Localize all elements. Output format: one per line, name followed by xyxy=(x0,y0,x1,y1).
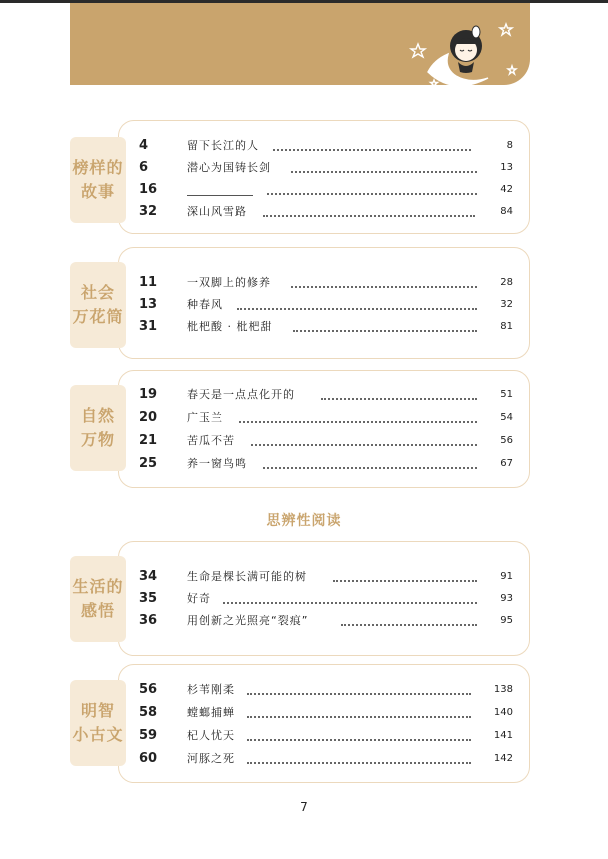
entry-title: 一双脚上的修养 xyxy=(187,276,271,289)
entry-title: 春天是一点点化开的 xyxy=(187,388,295,401)
dot-leader xyxy=(291,286,477,288)
toc-entry[interactable] xyxy=(119,726,529,746)
entry-number: 25 xyxy=(139,456,158,471)
section-label: 生活的 感悟 xyxy=(70,556,126,642)
entry-page: 54 xyxy=(500,412,513,423)
toc-entry[interactable] xyxy=(119,295,529,315)
entry-number: 60 xyxy=(139,751,158,766)
toc-entry[interactable] xyxy=(119,273,529,293)
entry-title: 好奇 xyxy=(187,592,211,605)
entry-number: 59 xyxy=(139,728,158,743)
section-label: 社会 万花筒 xyxy=(70,262,126,348)
toc-entry[interactable] xyxy=(119,567,529,587)
entry-page: 51 xyxy=(500,389,513,400)
page-number: 7 xyxy=(300,800,308,814)
entry-title: 留下长江的人 xyxy=(187,139,259,152)
toc-entry[interactable] xyxy=(119,385,529,405)
entry-page: 56 xyxy=(500,435,513,446)
toc-section-life xyxy=(118,541,530,656)
entry-title: 潜心为国铸长剑 xyxy=(187,161,271,174)
toc-entry[interactable] xyxy=(119,408,529,428)
toc-section-nature xyxy=(118,370,530,488)
entry-number: 36 xyxy=(139,613,158,628)
entry-number: 11 xyxy=(139,275,158,290)
entry-number: 31 xyxy=(139,319,158,334)
dot-leader xyxy=(223,602,477,604)
entry-number: 56 xyxy=(139,682,158,697)
dot-leader xyxy=(237,308,477,310)
mascot-illustration xyxy=(408,10,523,90)
entry-number: 16 xyxy=(139,182,158,197)
toc-entry[interactable] xyxy=(119,202,529,222)
dot-leader xyxy=(263,215,475,217)
toc-entry[interactable] xyxy=(119,703,529,723)
toc-entry[interactable] xyxy=(119,136,529,156)
entry-number: 19 xyxy=(139,387,158,402)
entry-number: 13 xyxy=(139,297,158,312)
section-label: 明智 小古文 xyxy=(70,680,126,766)
entry-title: 螳螂捕蝉 xyxy=(187,706,235,719)
dot-leader xyxy=(341,624,477,626)
dot-leader xyxy=(239,421,477,423)
entry-title: 生命是棵长满可能的树 xyxy=(187,570,307,583)
dot-leader xyxy=(293,330,477,332)
toc-entry[interactable] xyxy=(119,454,529,474)
entry-page: 67 xyxy=(500,458,513,469)
entry-title: 种春风 xyxy=(187,298,223,311)
entry-page: 93 xyxy=(500,593,513,604)
entry-page: 28 xyxy=(500,277,513,288)
entry-title: 枇杷酸 · 枇杷甜 xyxy=(187,320,273,333)
toc-section-society xyxy=(118,247,530,359)
toc-entry[interactable] xyxy=(119,680,529,700)
entry-page: 141 xyxy=(493,730,513,741)
dot-leader xyxy=(263,467,477,469)
mid-heading: 思辨性阅读 xyxy=(266,513,342,529)
entry-page: 142 xyxy=(493,753,513,764)
section-label: 自然 万物 xyxy=(70,385,126,471)
entry-number: 32 xyxy=(139,204,158,219)
dot-leader xyxy=(333,580,477,582)
toc-entry[interactable] xyxy=(119,158,529,178)
dot-leader xyxy=(251,444,477,446)
section-label: 榜样的 故事 xyxy=(70,137,126,223)
dot-leader xyxy=(247,739,471,741)
entry-title: 苦瓜不苦 xyxy=(187,434,235,447)
entry-page: 32 xyxy=(500,299,513,310)
entry-page: 140 xyxy=(493,707,513,718)
dot-leader xyxy=(267,193,477,195)
entry-title: 河豚之死 xyxy=(187,752,235,765)
entry-title: 广玉兰 xyxy=(187,411,223,424)
toc-entry[interactable] xyxy=(119,611,529,631)
entry-number: 20 xyxy=(139,410,158,425)
entry-number: 34 xyxy=(139,569,158,584)
entry-number: 21 xyxy=(139,433,158,448)
entry-number: 6 xyxy=(139,160,149,175)
dot-leader xyxy=(273,149,471,151)
entry-page: 81 xyxy=(500,321,513,332)
entry-title: 用创新之光照亮“裂痕” xyxy=(187,614,309,627)
entry-page: 138 xyxy=(493,684,513,695)
entry-title: 深山风雪路 xyxy=(187,205,247,218)
dot-leader xyxy=(247,762,471,764)
entry-page: 95 xyxy=(500,615,513,626)
dot-leader xyxy=(247,716,471,718)
entry-title: 养一窗鸟鸣 xyxy=(187,457,247,470)
dot-leader xyxy=(321,398,477,400)
entry-number: 35 xyxy=(139,591,158,606)
entry-title: 杞人忧天 xyxy=(187,729,235,742)
toc-entry[interactable] xyxy=(119,317,529,337)
toc-entry[interactable] xyxy=(119,431,529,451)
entry-page: 91 xyxy=(500,571,513,582)
title-blank-line xyxy=(187,195,253,196)
entry-title: 杉苇刚柔 xyxy=(187,683,235,696)
entry-page: 8 xyxy=(506,140,513,151)
entry-number: 58 xyxy=(139,705,158,720)
toc-entry[interactable] xyxy=(119,180,529,200)
entry-page: 42 xyxy=(500,184,513,195)
dot-leader xyxy=(247,693,471,695)
toc-section-classical xyxy=(118,664,530,783)
entry-number: 4 xyxy=(139,138,149,153)
toc-entry[interactable] xyxy=(119,589,529,609)
entry-page: 13 xyxy=(500,162,513,173)
entry-page: 84 xyxy=(500,206,513,217)
toc-section-role-models xyxy=(118,120,530,234)
toc-entry[interactable] xyxy=(119,749,529,769)
dot-leader xyxy=(291,171,477,173)
